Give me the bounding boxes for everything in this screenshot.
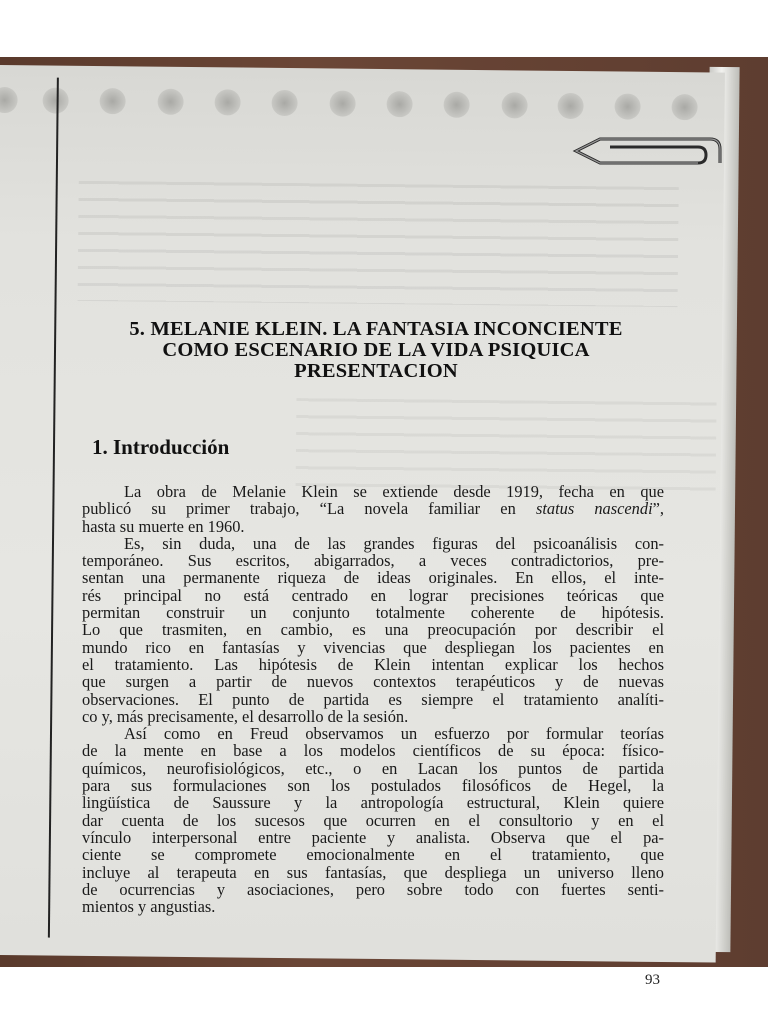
binder-hole — [0, 87, 18, 113]
body-line: hasta su muerte en 1960. — [82, 516, 245, 536]
chapter-title — [92, 319, 660, 382]
body-line — [82, 500, 664, 517]
body-line: incluye al terapeuta en sus fantasías, que despliega un universo lleno — [82, 862, 664, 882]
binding-margin-line — [48, 78, 59, 938]
body-line: dar cuenta de los sucesos que ocurren en el consultorio y en el — [82, 810, 664, 830]
paper-clip-icon — [570, 127, 725, 177]
body-line: sentan una permanente riqueza de ideas originales. En ellos, el inte- — [82, 568, 664, 588]
body-line: Es, sin duda, una de las grandes figuras del psicoanálisis con- — [124, 533, 664, 553]
photo-background — [0, 57, 768, 988]
section-heading: 1. Introducción — [92, 435, 230, 459]
title-line: 5. MELANIE KLEIN. LA FANTASIA INCONCIENTE — [129, 318, 623, 340]
body-line: permitan construir un conjunto totalmente coherente de hipótesis. — [82, 603, 664, 623]
body-line: co y, más precisamente, el desarrollo de la sesión. — [82, 706, 409, 726]
bleed-through-text — [78, 181, 679, 307]
binder-hole — [157, 89, 183, 115]
body-line: lingüística de Saussure y la antropología estructural, Klein quiere — [82, 793, 664, 813]
body-text-span: publicó su primer trabajo, “La novela familiar en — [82, 499, 536, 519]
body-line: Lo que trasmiten, en cambio, es una preocupación por describir el — [82, 620, 664, 640]
body-line: químicos, neurofisiológicos, etc., o en Lacan los puntos de partida — [82, 758, 664, 778]
binder-hole — [501, 92, 527, 118]
body-line: el tratamiento. Las hipótesis de Klein intentan explicar los hechos — [82, 654, 664, 674]
binder-hole — [671, 94, 697, 120]
body-line: temporáneo. Sus escritos, abigarrados, a veces contradictorios, pre- — [82, 551, 664, 571]
binder-holes — [0, 87, 720, 125]
body-line: ciente se compromete emocionalmente en el tratamiento, que — [82, 845, 664, 865]
title-line: COMO ESCENARIO DE LA VIDA PSIQUICA — [162, 339, 590, 361]
body-line: La obra de Melanie Klein se extiende desde 1919, fecha en que — [124, 482, 664, 501]
body-line: de ocurrencias y asociaciones, pero sobre todo con fuertes senti- — [82, 879, 664, 899]
binder-hole — [386, 91, 412, 117]
body-line: vínculo interpersonal entre paciente y analista. Observa que el pa- — [82, 827, 664, 847]
page-number: 93 — [645, 972, 660, 988]
body-line: observaciones. El punto de partida es siempre el tratamiento analíti- — [82, 689, 664, 709]
body-line: mientos y angustias. — [82, 897, 216, 917]
binder-hole — [443, 92, 469, 118]
body-text — [82, 483, 664, 915]
title-line: PRESENTACION — [294, 360, 458, 382]
binder-hole — [614, 93, 640, 119]
body-line: mundo rico en fantasías y vivencias que despliegan los pacientes en — [82, 637, 664, 657]
binder-hole — [557, 93, 583, 119]
body-text-span: ”, — [652, 499, 664, 519]
binder-hole — [329, 90, 355, 116]
body-line: rés principal no está centrado en lograr precisiones teóricas que — [82, 585, 664, 605]
italic-term: status nascendi — [535, 499, 653, 519]
binder-hole — [214, 89, 240, 115]
body-line: para sus formulaciones son los postulados filosóficos de Hegel, la — [82, 776, 664, 796]
body-line: de la mente en base a los modelos científicos de su época: físico- — [82, 741, 664, 761]
body-line: Así como en Freud observamos un esfuerzo por formular teorías — [124, 724, 664, 744]
binder-hole — [271, 90, 297, 116]
body-line: que surgen a partir de nuevos contextos terapéuticos y de nuevas — [82, 672, 664, 692]
binder-hole — [99, 88, 125, 114]
